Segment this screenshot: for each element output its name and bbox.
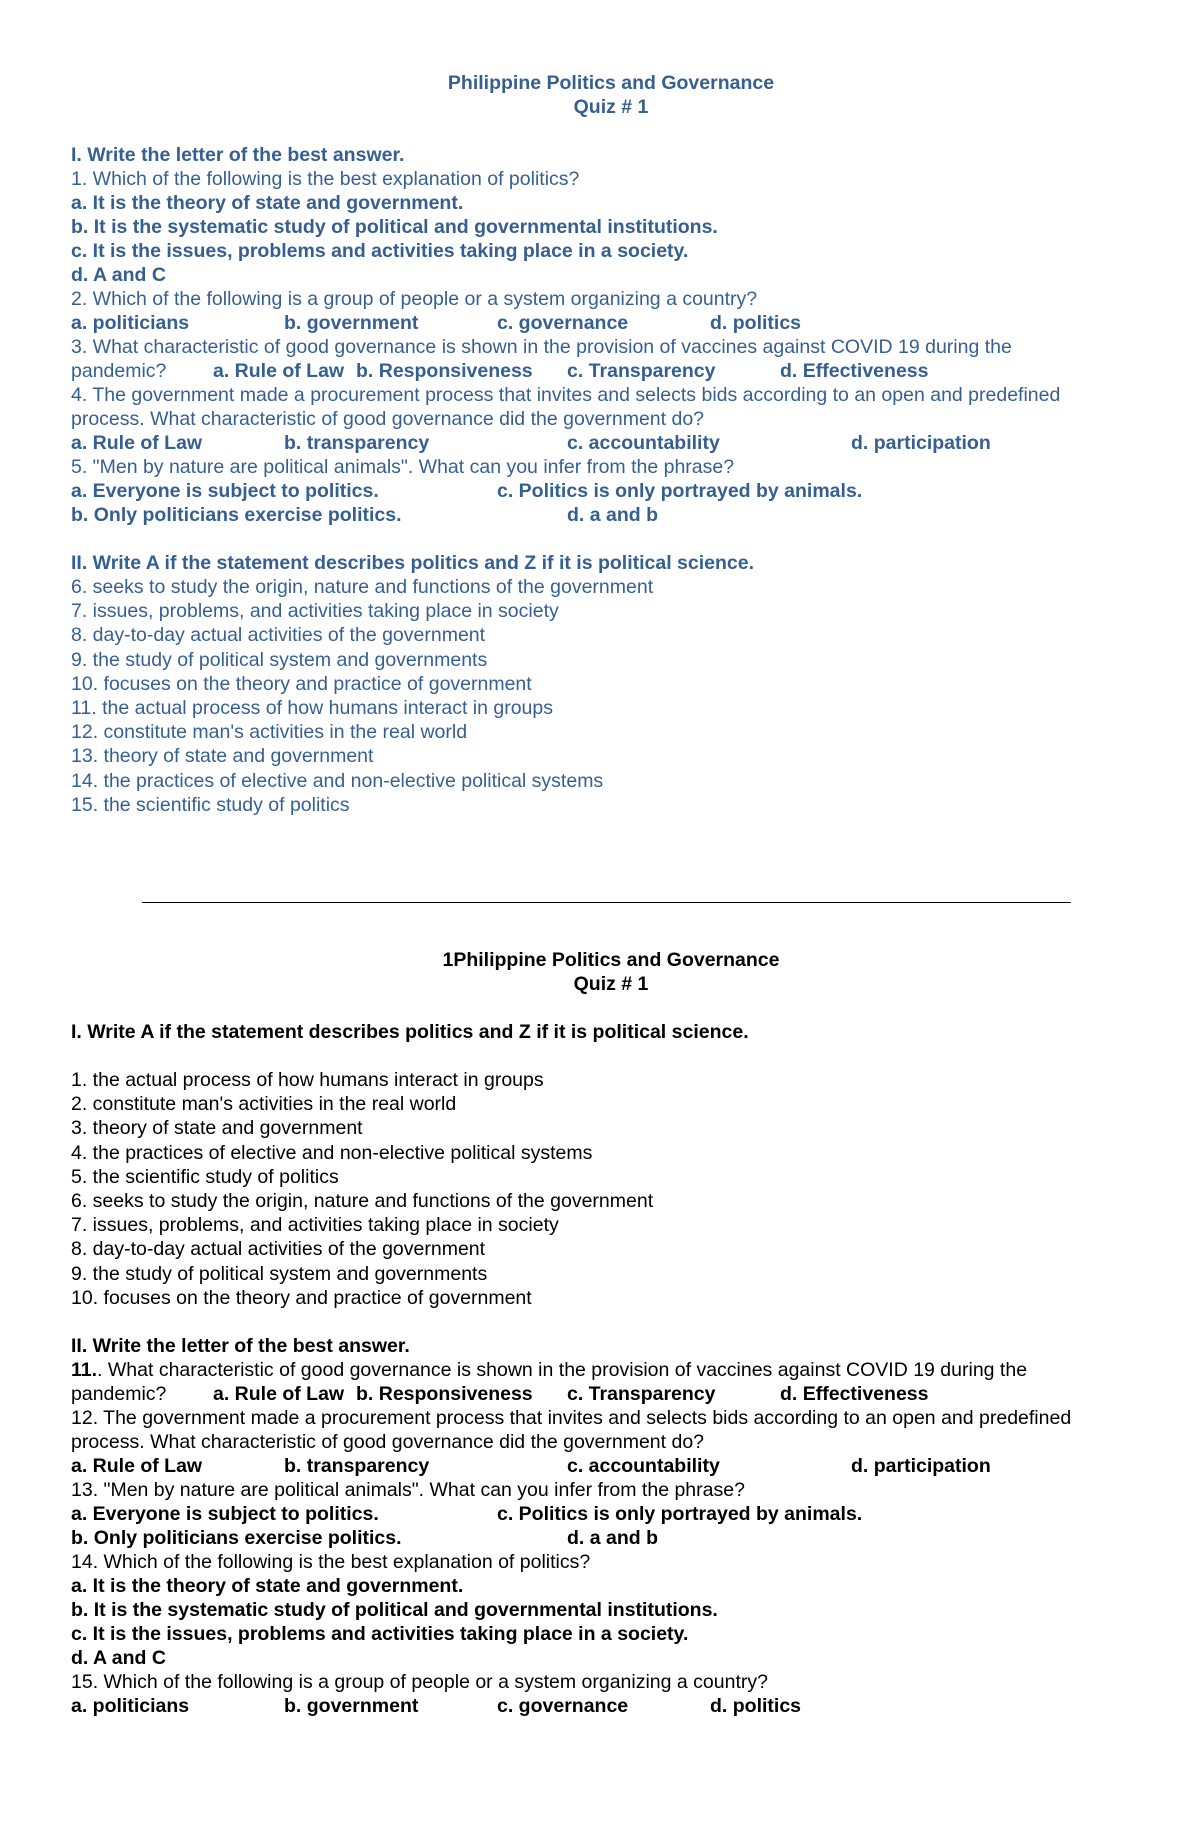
- statement-item: 13. theory of state and government: [71, 745, 374, 768]
- question: 12. The government made a procurement process that invites and selects bids according to an open and predefined: [71, 1406, 1072, 1429]
- question: 5. "Men by nature are political animals". What can you infer from the phrase?: [71, 456, 735, 478]
- answer-option: b. Only politicians exercise politics.: [71, 1526, 402, 1549]
- answer-option: a. politicians: [71, 1694, 190, 1717]
- answer-option: b. transparency: [284, 1454, 430, 1477]
- question: 13. "Men by nature are political animals". What can you infer from the phrase?: [71, 1478, 745, 1501]
- statement-item: 6. seeks to study the origin, nature and functions of the government: [71, 576, 654, 598]
- quiz-subtitle: Quiz # 1: [573, 973, 649, 995]
- question-number: 11.: [71, 1358, 98, 1381]
- answer-option: a. politicians: [71, 312, 190, 334]
- statement-item: 10. focuses on the theory and practice of government: [71, 672, 532, 695]
- question: 15. Which of the following is a group of people or a system organizing a country?: [71, 1670, 768, 1693]
- statement-item: 10. focuses on the theory and practice of government: [71, 1286, 532, 1309]
- quiz-subtitle: Quiz # 1: [573, 96, 649, 118]
- answer-option: c. Transparency: [567, 1382, 716, 1405]
- question-continuation: pandemic?: [71, 1382, 167, 1405]
- answer-options-row: [71, 503, 1151, 527]
- divider-line: [142, 902, 1071, 903]
- statement-item: 1. the actual process of how humans interact in groups: [71, 1069, 544, 1091]
- answer-option: c. governance: [497, 1694, 629, 1717]
- answer-options-row: [71, 431, 1151, 455]
- answer-option: d. A and C: [71, 1646, 166, 1669]
- answer-options-row: [71, 1382, 1151, 1406]
- answer-option: a. It is the theory of state and government.: [71, 192, 464, 214]
- answer-option: d. a and b: [567, 1526, 659, 1549]
- answer-options-row: [71, 479, 1151, 503]
- statement-item: 3. theory of state and government: [71, 1117, 363, 1140]
- answer-option: b. It is the systematic study of political and governmental institutions.: [71, 1598, 718, 1621]
- answer-option: d. politics: [710, 1694, 802, 1717]
- answer-options-row: [71, 311, 1151, 335]
- statement-item: 4. the practices of elective and non-elective political systems: [71, 1141, 593, 1164]
- question-continuation: process. What characteristic of good governance did the government do?: [71, 408, 705, 430]
- statement-item: 15. the scientific study of politics: [71, 793, 350, 816]
- answer-options-row: [71, 359, 1151, 383]
- part-heading: II. Write A if the statement describes politics and Z if it is political science.: [71, 552, 755, 574]
- answer-option: b. government: [284, 312, 419, 334]
- question: [71, 1358, 1151, 1382]
- quiz-title: 1Philippine Politics and Governance: [442, 949, 780, 971]
- statement-item: 12. constitute man's activities in the real world: [71, 721, 468, 744]
- statement-item: 6. seeks to study the origin, nature and functions of the government: [71, 1189, 654, 1212]
- answer-options-row: [71, 1502, 1151, 1526]
- answer-option: c. Politics is only portrayed by animals.: [497, 1502, 863, 1525]
- statement-item: 7. issues, problems, and activities taking place in society: [71, 1214, 559, 1237]
- question: 2. Which of the following is a group of people or a system organizing a country?: [71, 288, 758, 310]
- answer-option: c. accountability: [567, 1454, 720, 1477]
- answer-option: a. Everyone is subject to politics.: [71, 480, 379, 502]
- answer-option: b. government: [284, 1694, 419, 1717]
- statement-item: 5. the scientific study of politics: [71, 1165, 339, 1188]
- question-continuation: pandemic?: [71, 360, 167, 382]
- quiz-version-a: [71, 71, 1151, 817]
- question-continuation: process. What characteristic of good governance did the government do?: [71, 1430, 705, 1453]
- statement-item: 11. the actual process of how humans interact in groups: [71, 696, 553, 719]
- answer-option: d. Effectiveness: [780, 360, 929, 382]
- statement-item: 9. the study of political system and governments: [71, 648, 488, 671]
- answer-options-row: [71, 1694, 1151, 1718]
- answer-option: a. It is the theory of state and government.: [71, 1574, 464, 1597]
- quiz-title: Philippine Politics and Governance: [447, 72, 775, 94]
- answer-option: a. Rule of Law: [71, 1454, 203, 1477]
- answer-option: c. It is the issues, problems and activities taking place in a society.: [71, 240, 689, 262]
- answer-option: d. a and b: [567, 504, 659, 526]
- answer-option: a. Everyone is subject to politics.: [71, 1502, 379, 1525]
- answer-options-row: [71, 1526, 1151, 1550]
- statement-item: 2. constitute man's activities in the real world: [71, 1093, 457, 1116]
- part-heading: I. Write the letter of the best answer.: [71, 144, 405, 166]
- answer-options-row: [71, 1454, 1151, 1478]
- answer-option: a. Rule of Law: [71, 432, 203, 454]
- statement-item: 7. issues, problems, and activities taking place in society: [71, 600, 559, 623]
- part-heading: II. Write the letter of the best answer.: [71, 1334, 410, 1357]
- answer-option: a. Rule of Law: [213, 1382, 345, 1405]
- statement-item: 8. day-to-day actual activities of the government: [71, 624, 486, 647]
- question: 14. Which of the following is the best explanation of politics?: [71, 1550, 591, 1573]
- answer-option: d. participation: [851, 432, 991, 454]
- answer-option: b. Responsiveness: [356, 360, 533, 382]
- answer-option: b. Only politicians exercise politics.: [71, 504, 402, 526]
- answer-option: d. A and C: [71, 264, 166, 286]
- answer-option: b. It is the systematic study of political and governmental institutions.: [71, 216, 718, 238]
- answer-option: c. Transparency: [567, 360, 716, 382]
- question: 3. What characteristic of good governance is shown in the provision of vaccines against COVID 19 during the: [71, 336, 1012, 358]
- answer-option: b. Responsiveness: [356, 1382, 533, 1405]
- answer-option: b. transparency: [284, 432, 430, 454]
- answer-option: c. governance: [497, 312, 629, 334]
- part-heading: I. Write A if the statement describes politics and Z if it is political science.: [71, 1021, 749, 1043]
- statement-item: 14. the practices of elective and non-elective political systems: [71, 769, 604, 792]
- answer-option: d. participation: [851, 1454, 991, 1477]
- statement-item: 8. day-to-day actual activities of the government: [71, 1238, 486, 1261]
- answer-option: c. It is the issues, problems and activities taking place in a society.: [71, 1622, 689, 1645]
- question: 4. The government made a procurement process that invites and selects bids according to an open and predefined: [71, 384, 1061, 406]
- question: 1. Which of the following is the best explanation of politics?: [71, 168, 580, 190]
- answer-option: a. Rule of Law: [213, 360, 345, 382]
- answer-option: c. accountability: [567, 432, 720, 454]
- answer-option: c. Politics is only portrayed by animals.: [497, 480, 863, 502]
- quiz-version-b: [71, 948, 1151, 1718]
- question-text: . What characteristic of good governance is shown in the provision of vaccines against COVID 19 during the: [97, 1358, 1028, 1381]
- statement-item: 9. the study of political system and governments: [71, 1262, 488, 1285]
- answer-option: d. politics: [710, 312, 802, 334]
- answer-option: d. Effectiveness: [780, 1382, 929, 1405]
